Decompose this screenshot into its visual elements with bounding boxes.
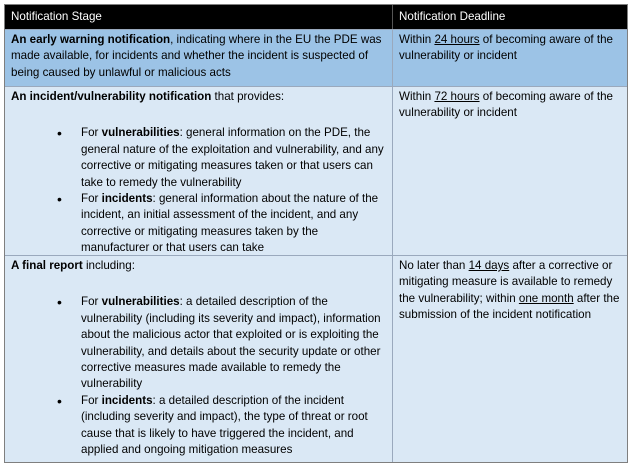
stage-text: including: [82, 259, 135, 272]
stage-cell [5, 30, 393, 86]
deadline-cell [393, 87, 627, 255]
deadline-text-post: after the submission of the incident notification [399, 291, 620, 322]
stage-lead: A final report [11, 259, 83, 272]
deadline-period: 24 hours [434, 33, 480, 46]
bullet-text: : general information on the PDE, the general nature of the exploitation and vulnerability, and any corrective or mitigating measures taken or that users can take to remedy the vulnerability [81, 126, 384, 189]
bullet-keyword: vulnerabilities [101, 295, 180, 309]
deadline-text-pre: No later than [399, 259, 469, 272]
bullet-keyword: vulnerabilities [101, 126, 180, 140]
bullet-item-incidents [81, 393, 386, 459]
bullet-pre: For [81, 192, 102, 206]
deadline-cell [393, 30, 627, 86]
table-row-early-warning [5, 29, 627, 86]
deadline-period: 14 days [468, 259, 510, 272]
header-notification-deadline: Notification Deadline [399, 10, 506, 23]
bullet-text: : a detailed description of the incident (including severity and impact), the type of threat or root cause that is likely to have triggered the incident, and applied and ongoing mitigation measures [81, 393, 368, 457]
table-row-final-report [5, 255, 627, 462]
bullet-pre: For [81, 393, 102, 407]
stage-cell [5, 256, 393, 462]
stage-cell [5, 87, 393, 255]
bullet-item-vulnerabilities [81, 294, 386, 392]
deadline-text-pre: Within [399, 33, 435, 46]
bullet-list [11, 294, 386, 458]
deadline-text-post: of becoming aware of the vulnerability or incident [399, 33, 613, 63]
table-row-incident-notification [5, 86, 627, 255]
deadline-text-post: of becoming aware of the vulnerability or incident [399, 90, 613, 120]
bullet-pre: For [81, 295, 102, 309]
bullet-pre: For [81, 126, 102, 140]
stage-text: that provides: [211, 90, 285, 103]
bullet-item-incidents [81, 191, 386, 257]
table-header-row [5, 5, 627, 29]
notification-table [4, 4, 628, 463]
bullet-keyword: incidents [101, 393, 153, 407]
deadline-cell [393, 256, 627, 462]
deadline-period: 72 hours [434, 90, 480, 103]
bullet-keyword: incidents [101, 192, 153, 206]
deadline-period-secondary: one month [518, 291, 574, 305]
bullet-list [11, 125, 386, 256]
header-notification-stage: Notification Stage [5, 5, 393, 29]
bullet-text: : a detailed description of the vulnerability (including its severity and impact), information about the malicious actor that exploited or is exploiting the vulnerability, and details about the security update or other corrective measures made available to remedy the vulnerability [81, 295, 381, 391]
stage-lead: An incident/vulnerability notification [11, 90, 212, 103]
stage-lead: An early warning notification [11, 33, 171, 46]
bullet-item-vulnerabilities [81, 125, 386, 191]
stage-text: , indicating where in the EU the PDE was made available, for incidents and whether the incident is suspected of being caused by unlawful or malicious acts [11, 33, 382, 79]
deadline-text-pre: Within [399, 90, 435, 103]
bullet-text: : general information about the nature of the incident, an initial assessment of the incident, and any corrective or mitigating measures taken by the manufacturer or that users can take [81, 192, 379, 255]
deadline-text-mid: after a corrective or mitigating measure is available to remedy the vulnerability; within [399, 259, 613, 305]
